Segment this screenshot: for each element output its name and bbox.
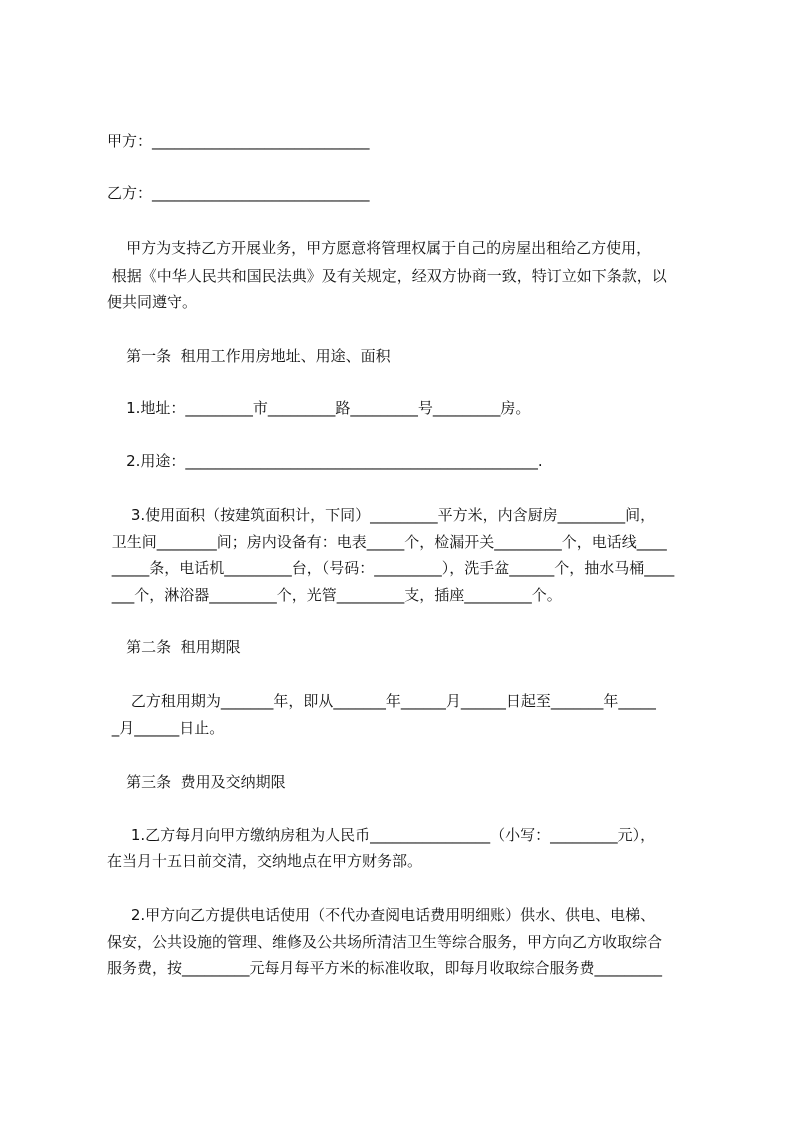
article-1-area-line-1: 3.使用面积（按建筑面积计，下同）_________平方米，内含厨房_________间， bbox=[107, 506, 656, 524]
article-1-area-line-3: _____条，电话机_________台，（号码：_________），洗手盆______个，抽水马桶____ bbox=[107, 559, 675, 577]
article-1-area-line-4: ___个，淋浴器_________个，光管_________支，插座_________个。 bbox=[107, 586, 562, 604]
article-2-line-1: 乙方租用期为_______年，即从_______年______月______日起至_______年_____ bbox=[107, 692, 656, 710]
article-1-title: 第一条 租用工作用房地址、用途、面积 bbox=[107, 347, 391, 365]
party-b-line: 乙方：_____________________________ bbox=[107, 184, 370, 202]
intro-line-2: 根据《中华人民共和国民法典》及有关规定，经双方协商一致，特订立如下条款，以 bbox=[107, 267, 667, 285]
intro-line-3: 便共同遵守。 bbox=[107, 293, 198, 311]
article-1-purpose: 2.用途：_______________________________________________. bbox=[107, 452, 543, 470]
article-3-item-1-line-2: 在当月十五日前交清，交纳地点在甲方财务部。 bbox=[107, 852, 423, 870]
article-3-item-2-line-1: 2.甲方向乙方提供电话使用（不代办查阅电话费用明细账）供水、供电、电梯、 bbox=[107, 906, 656, 924]
article-3-title: 第三条 费用及交纳期限 bbox=[107, 773, 286, 791]
article-3-item-2-line-2: 保安，公共设施的管理、维修及公共场所清洁卫生等综合服务，甲方向乙方收取综合 bbox=[107, 933, 663, 951]
article-2-line-2: _月______日止。 bbox=[107, 719, 225, 737]
article-3-item-1-line-1: 1.乙方每月向甲方缴纳房租为人民币________________（小写：_________元）， bbox=[107, 826, 656, 844]
article-1-address: 1.地址：_________市_________路_________号_________房。 bbox=[107, 399, 531, 417]
article-3-item-2-line-3: 服务费，按_________元每月每平方米的标准收取，即每月收取综合服务费_________ bbox=[107, 959, 663, 977]
article-1-area-line-2: 卫生间________间；房内设备有：电表_____个，检漏开关_________个，电话线____ bbox=[107, 533, 667, 551]
article-2-title: 第二条 租用期限 bbox=[107, 638, 241, 656]
intro-line-1: 甲方为支持乙方开展业务，甲方愿意将管理权属于自己的房屋出租给乙方使用， bbox=[107, 239, 652, 257]
party-a-line: 甲方：_____________________________ bbox=[107, 132, 370, 150]
